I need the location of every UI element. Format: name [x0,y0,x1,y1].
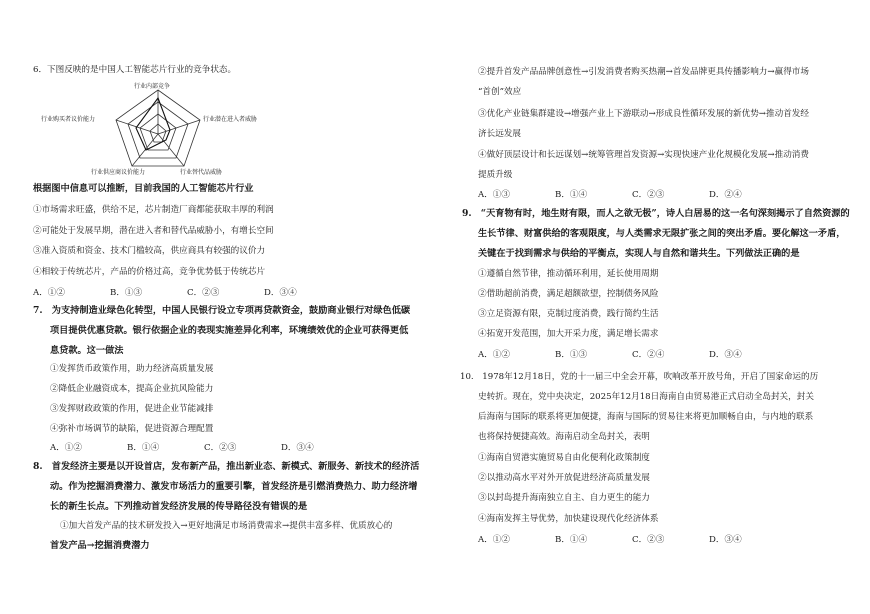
q9-item-4: ④拓宽开发范围，加大开采力度，满足增长需求 [478,329,659,339]
q7-options [50,442,358,454]
q7-option-a[interactable]: A．①② [50,443,82,453]
q8-stem-line-1: 8. 首发经济主要是以开设首店，发布新产品，推出新业态、新模式、新服务、新技术的经济活 [33,461,420,472]
q10-stem-line-1: 10. 1978年12月18日，党的十一届三中全会开幕，吹响改革开放号角，开启了国家命运的历 [460,372,819,382]
q8-options [478,189,786,201]
q9-option-c[interactable]: C．②④ [632,350,665,360]
q6-option-b[interactable]: B．①③ [110,288,143,298]
q9-stem-line-3: 关键在于找到需求与供给的平衡点，实现人与自然和谐共生。下列做法正确的是 [478,248,800,259]
q8-item-2-line-2: “首创”效应 [478,87,522,97]
q10-item-3: ③以封岛提升海南独立自主、自力更生的能力 [478,493,650,503]
q6-item-4: ④相较于传统芯片，产品的价格过高，竞争优势低于传统芯片 [33,267,266,277]
q7-stem-line-3: 息贷款。这一做法 [50,345,124,356]
q9-option-a[interactable]: A．①② [478,350,510,360]
q6-option-a[interactable]: A．①② [33,288,65,298]
q8-item-4-line-2: 提质升级 [478,170,513,180]
q10-option-a[interactable]: A．①② [478,535,510,545]
q7-item-3: ③发挥财政政策的作用，促进企业节能减排 [50,404,214,414]
pentagon-radar-figure [108,88,208,168]
q7-stem-line-2: 项目提供优惠贷款。银行依据企业的表现实施差异化利率，环境绩效优的企业可获得更低 [50,325,409,336]
q8-item-4-line-1: ④做好顶层设计和长远谋划→统筹管理首发资源→实现快速产业化规模化发展→推动消费 [478,150,809,160]
q8-item-1-line-2: 首发产品→挖掘消费潜力 [50,540,150,551]
q7-option-b[interactable]: B．①④ [127,443,160,453]
q10-stem-line-3: 后海南与国际的联系将更加便捷，海南与国际的贸易往来将更加顺畅自由，与内地的联系 [478,412,814,422]
q7-item-2: ②降低企业融资成本，提高企业抗风险能力 [50,384,214,394]
radar-axis-right [158,120,200,134]
q9-item-3: ③立足资源有限，克制过度消费，践行简约生活 [478,309,659,319]
radar-label-bottom-right: 行业替代品威胁 [180,169,223,176]
q7-option-d[interactable]: D．③④ [281,443,314,453]
q8-item-3-line-1: ③优化产业链集群建设→增强产业上下游联动→形成良性循环发展的新优势→推动首发经 [478,109,809,119]
q7-option-c[interactable]: C．②③ [204,443,237,453]
q6-options [33,287,341,299]
q10-options [478,534,786,546]
q9-item-2: ②借助超前消费，满足超额欲望，控制债务风险 [478,289,659,299]
q8-item-2-line-1: ②提升首发产品品牌创意性→引发消费者购买热潮→首发品牌更具传播影响力→赢得市场 [478,67,809,77]
radar-label-left: 行业购买者议价能力 [41,116,96,123]
q6-stem: 6．下图反映的是中国人工智能芯片行业的竞争状态。 [33,65,237,75]
q8-option-a[interactable]: A．①③ [478,190,510,200]
q7-item-4: ④弥补市场调节的缺陷，促进资源合理配置 [50,424,214,434]
q9-stem-line-1: 9. “天育物有时，地生财有限，而人之欲无极”，诗人白居易的这一名句深刻揭示了自然资源的 [462,208,850,219]
q6-lead: 根据图中信息可以推断，目前我国的人工智能芯片行业 [33,183,254,194]
q10-item-4: ④海南发挥主导优势，加快建设现代化经济体系 [478,514,659,524]
q10-item-1: ①海南自贸港实施贸易自由化便利化政策制度 [478,453,650,463]
q6-option-c[interactable]: C．②③ [187,288,220,298]
q9-option-b[interactable]: B．①③ [555,350,588,360]
q8-stem-line-2: 动。作为挖掘消费潜力、激发市场活力的重要引擎，首发经济是引燃消费热力、助力经济增 [50,481,418,492]
q9-stem-line-2: 生长节律、财富供给的客观限度，与人类需求无限扩张之间的突出矛盾。要化解这一矛盾， [478,228,846,239]
radar-label-right: 行业潜在进入者威胁 [203,116,258,123]
q10-stem-line-4: 也将保持便捷高效。海南启动全岛封关，表明 [478,432,650,442]
q6-item-3: ③准入资质和资金、技术门槛较高，供应商具有较强的议价力 [33,246,266,256]
q8-stem-line-3: 长的新生长点。下列推动首发经济发展的传导路径没有错误的是 [50,501,308,512]
q8-option-d[interactable]: D．②④ [709,190,742,200]
q10-stem-line-2: 史转折。现在，党中央决定，2025年12月18日海南自由贸易港正式启动全岛封关，封关 [478,392,814,402]
q10-option-b[interactable]: B．①④ [555,535,588,545]
q8-option-b[interactable]: B．①④ [555,190,588,200]
radar-label-bottom-left: 行业供应商议价能力 [91,169,146,176]
q10-option-d[interactable]: D．③④ [709,535,742,545]
q9-options [478,349,786,361]
q7-stem-line-1: 7. 为支持制造业绿色化转型，中国人民银行设立专项再贷款资金，鼓励商业银行对绿色低碳 [33,305,411,316]
radar-label-top: 行业内部竞争 [134,83,171,90]
q6-item-2: ②可能处于发展早期，潜在进入者和替代品威胁小，有增长空间 [33,226,274,236]
q6-item-1: ①市场需求旺盛，供给不足，芯片制造厂商都能获取丰厚的利润 [33,205,274,215]
q8-option-c[interactable]: C．②③ [632,190,665,200]
q10-option-c[interactable]: C．②③ [632,535,665,545]
q9-item-1: ①遵循自然节律，推动循环利用，延长使用周期 [478,269,659,279]
q8-item-3-line-2: 济长远发展 [478,129,521,139]
q7-item-1: ①发挥货币政策作用，助力经济高质量发展 [50,364,214,374]
q8-item-1-line-1: ①加大首发产品的技术研发投入→更好地满足市场消费需求→提供丰富多样、优质放心的 [60,521,393,531]
q9-option-d[interactable]: D．③④ [709,350,742,360]
q6-option-d[interactable]: D．③④ [264,288,297,298]
q10-item-2: ②以推动高水平对外开放促进经济高质量发展 [478,473,650,483]
